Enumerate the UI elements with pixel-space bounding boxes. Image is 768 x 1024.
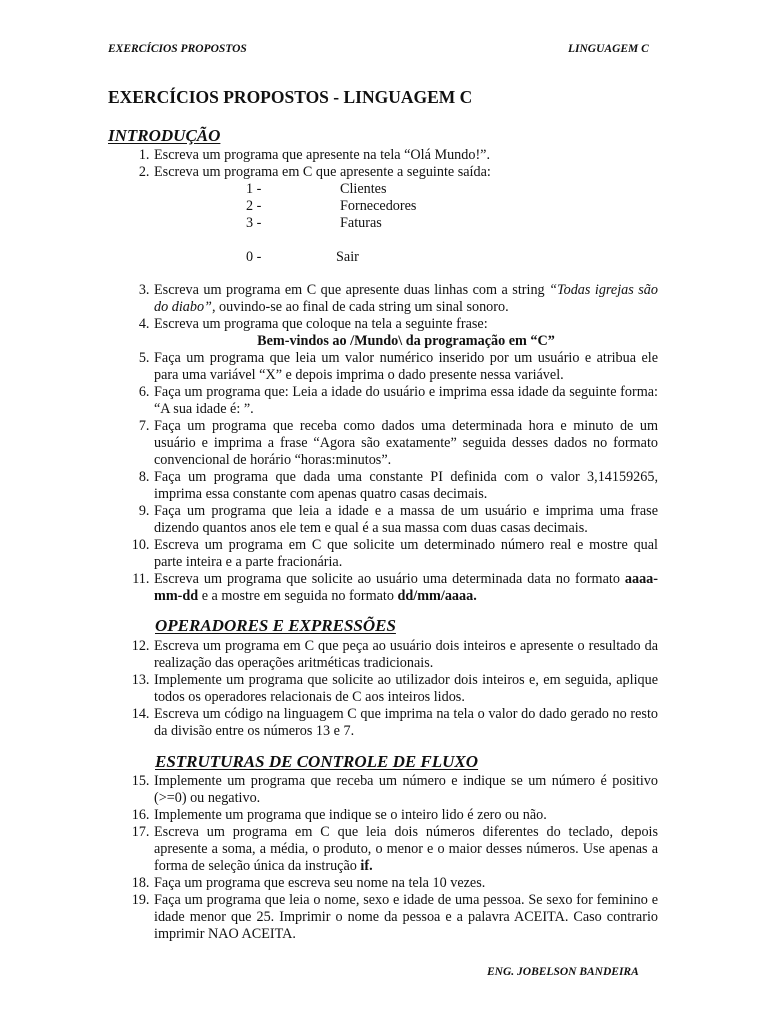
item-text: Implemente um programa que indique se o inteiro lido é zero ou não. [154, 807, 547, 823]
italic-string: “Todas igrejas são do diabo” [154, 282, 658, 315]
item-text: Faça um programa que receba como dados uma determinada hora e minuto de um usuário e imprima a frase “Agora são exatamente” seguida desses dados no formato convencional de horário “horas:minutos”. [154, 418, 658, 468]
list-item [108, 164, 658, 181]
item-number: 18. [131, 875, 150, 891]
item-text: Escreva um código na linguagem C que imprima na tela o valor do dado gerado no resto da divisão entre os números 13 e 7. [154, 706, 658, 739]
list-item [108, 384, 658, 418]
item-number: 9. [138, 503, 150, 519]
item-number: 6. [138, 384, 150, 400]
page-footer-author: ENG. JOBELSON BANDEIRA [487, 966, 639, 978]
list-item [108, 282, 658, 316]
item-text: Faça um programa que leia a idade e a massa de um usuário e imprima uma frase dizendo quantos anos ele tem e qual é a sua massa com duas casas decimais. [154, 503, 658, 536]
item-number: 15. [131, 773, 150, 789]
section-heading-introducao: INTRODUÇÃO [108, 126, 221, 145]
menu-value: Faturas [340, 215, 382, 231]
menu-row [246, 249, 496, 266]
item-number: 1. [138, 147, 150, 163]
item-number: 2. [138, 164, 150, 180]
list-item [108, 350, 658, 384]
list-item [108, 706, 658, 740]
item-number: 13. [131, 672, 150, 688]
menu-row [246, 215, 496, 232]
text-run: , ouvindo-se ao final de cada string um sinal sonoro. [211, 299, 509, 315]
list-item [108, 571, 658, 605]
list-item [108, 418, 658, 469]
centered-phrase: Bem-vindos ao /Mundo\ da programação em “C” [257, 333, 555, 349]
text-run: e a mostre em seguida no formato [198, 588, 398, 604]
item-text [154, 282, 658, 316]
list-item [108, 672, 658, 706]
exercise-list-estruturas [108, 773, 658, 943]
menu-value: Clientes [340, 181, 387, 197]
item-text: Escreva um programa em C que peça ao usuário dois inteiros e apresente o resultado da realização das operações aritméticas tradicionais. [154, 638, 658, 671]
item-text: Faça um programa que leia um valor numérico inserido por um usuário e atribua ele para uma variável “X” e depois imprima o dado presente nessa variável. [154, 350, 658, 383]
item-number: 11. [132, 571, 150, 587]
section-heading-estruturas: ESTRUTURAS DE CONTROLE DE FLUXO [155, 752, 479, 771]
item-number: 8. [138, 469, 150, 485]
item-text: Escreva um programa em C que apresente a seguinte saída: [154, 164, 491, 180]
menu-key: 2 - [246, 198, 262, 214]
exercise-list-introducao [108, 147, 658, 605]
list-item [108, 537, 658, 571]
item-text: Escreva um programa que coloque na tela a seguinte frase: [154, 316, 488, 332]
item-number: 7. [138, 418, 150, 434]
list-item [108, 824, 658, 875]
list-item [108, 316, 658, 333]
menu-value: Sair [336, 249, 359, 265]
item-number: 16. [131, 807, 150, 823]
item-number: 19. [131, 892, 150, 908]
menu-key: 1 - [246, 181, 262, 197]
item-text: Faça um programa que leia o nome, sexo e idade de uma pessoa. Se sexo for feminino e idade menor que 25. Imprimir o nome da pessoa e a palavra ACEITA. Caso contrario imprimir NAO ACEITA. [154, 892, 658, 942]
item-text [154, 824, 658, 875]
menu-key: 3 - [246, 215, 262, 231]
bold-keyword: if. [360, 858, 373, 874]
list-item [108, 503, 658, 537]
item-text: Faça um programa que: Leia a idade do usuário e imprima essa idade da seguinte forma: “A sua idade é: ”. [154, 384, 658, 417]
text-run: Escreva um programa que solicite ao usuário uma determinada data no formato [154, 571, 625, 587]
item-number: 3. [138, 282, 150, 298]
list-item [108, 469, 658, 503]
item-text: Faça um programa que dada uma constante PI definida com o valor 3,14159265, imprima essa constante com apenas quatro casas decimais. [154, 469, 658, 502]
menu-row [246, 198, 496, 215]
output-menu-example [154, 181, 658, 265]
item-text [154, 571, 658, 605]
document-title: EXERCÍCIOS PROPOSTOS - LINGUAGEM C [108, 87, 473, 107]
list-item [108, 638, 658, 672]
text-run: Escreva um programa em C que leia dois números diferentes do teclado, depois apresente a soma, a média, o produto, o menor e o maior desses números. Use apenas a forma de seleção única da instrução [154, 824, 658, 874]
item-number: 12. [131, 638, 150, 654]
menu-key: 0 - [246, 249, 262, 265]
item-number: 10. [131, 537, 150, 553]
bold-format: aaaa-mm-dd [154, 571, 658, 604]
item-text: Faça um programa que escreva seu nome na tela 10 vezes. [154, 875, 486, 891]
page-header-left: EXERCÍCIOS PROPOSTOS [108, 43, 247, 55]
list-item [108, 773, 658, 807]
text-run: Escreva um programa em C que apresente duas linhas com a string [154, 282, 550, 298]
spacer [108, 265, 658, 282]
section-heading-operadores: OPERADORES E EXPRESSÕES [155, 616, 396, 635]
item-number: 4. [138, 316, 150, 332]
item-text: Implemente um programa que solicite ao utilizador dois inteiros e, em seguida, aplique todos os operadores relacionais de C aos inteiros lidos. [154, 672, 658, 705]
item-number: 5. [138, 350, 150, 366]
list-item [108, 875, 658, 892]
item-number: 14. [131, 706, 150, 722]
item-text: Escreva um programa que apresente na tela “Olá Mundo!”. [154, 147, 491, 163]
list-item [108, 147, 658, 164]
list-item [108, 807, 658, 824]
item-text: Implemente um programa que receba um número e indique se um número é positivo (>=0) ou negativo. [154, 773, 658, 806]
page-header-right: LINGUAGEM C [568, 43, 649, 55]
item-text: Escreva um programa em C que solicite um determinado número real e mostre qual parte inteira e a parte fracionária. [154, 537, 658, 570]
item-number: 17. [131, 824, 150, 840]
list-item [108, 892, 658, 943]
bold-format: dd/mm/aaaa. [397, 588, 477, 604]
menu-value: Fornecedores [340, 198, 417, 214]
menu-row [246, 181, 496, 198]
exercise-list-operadores [108, 638, 658, 740]
